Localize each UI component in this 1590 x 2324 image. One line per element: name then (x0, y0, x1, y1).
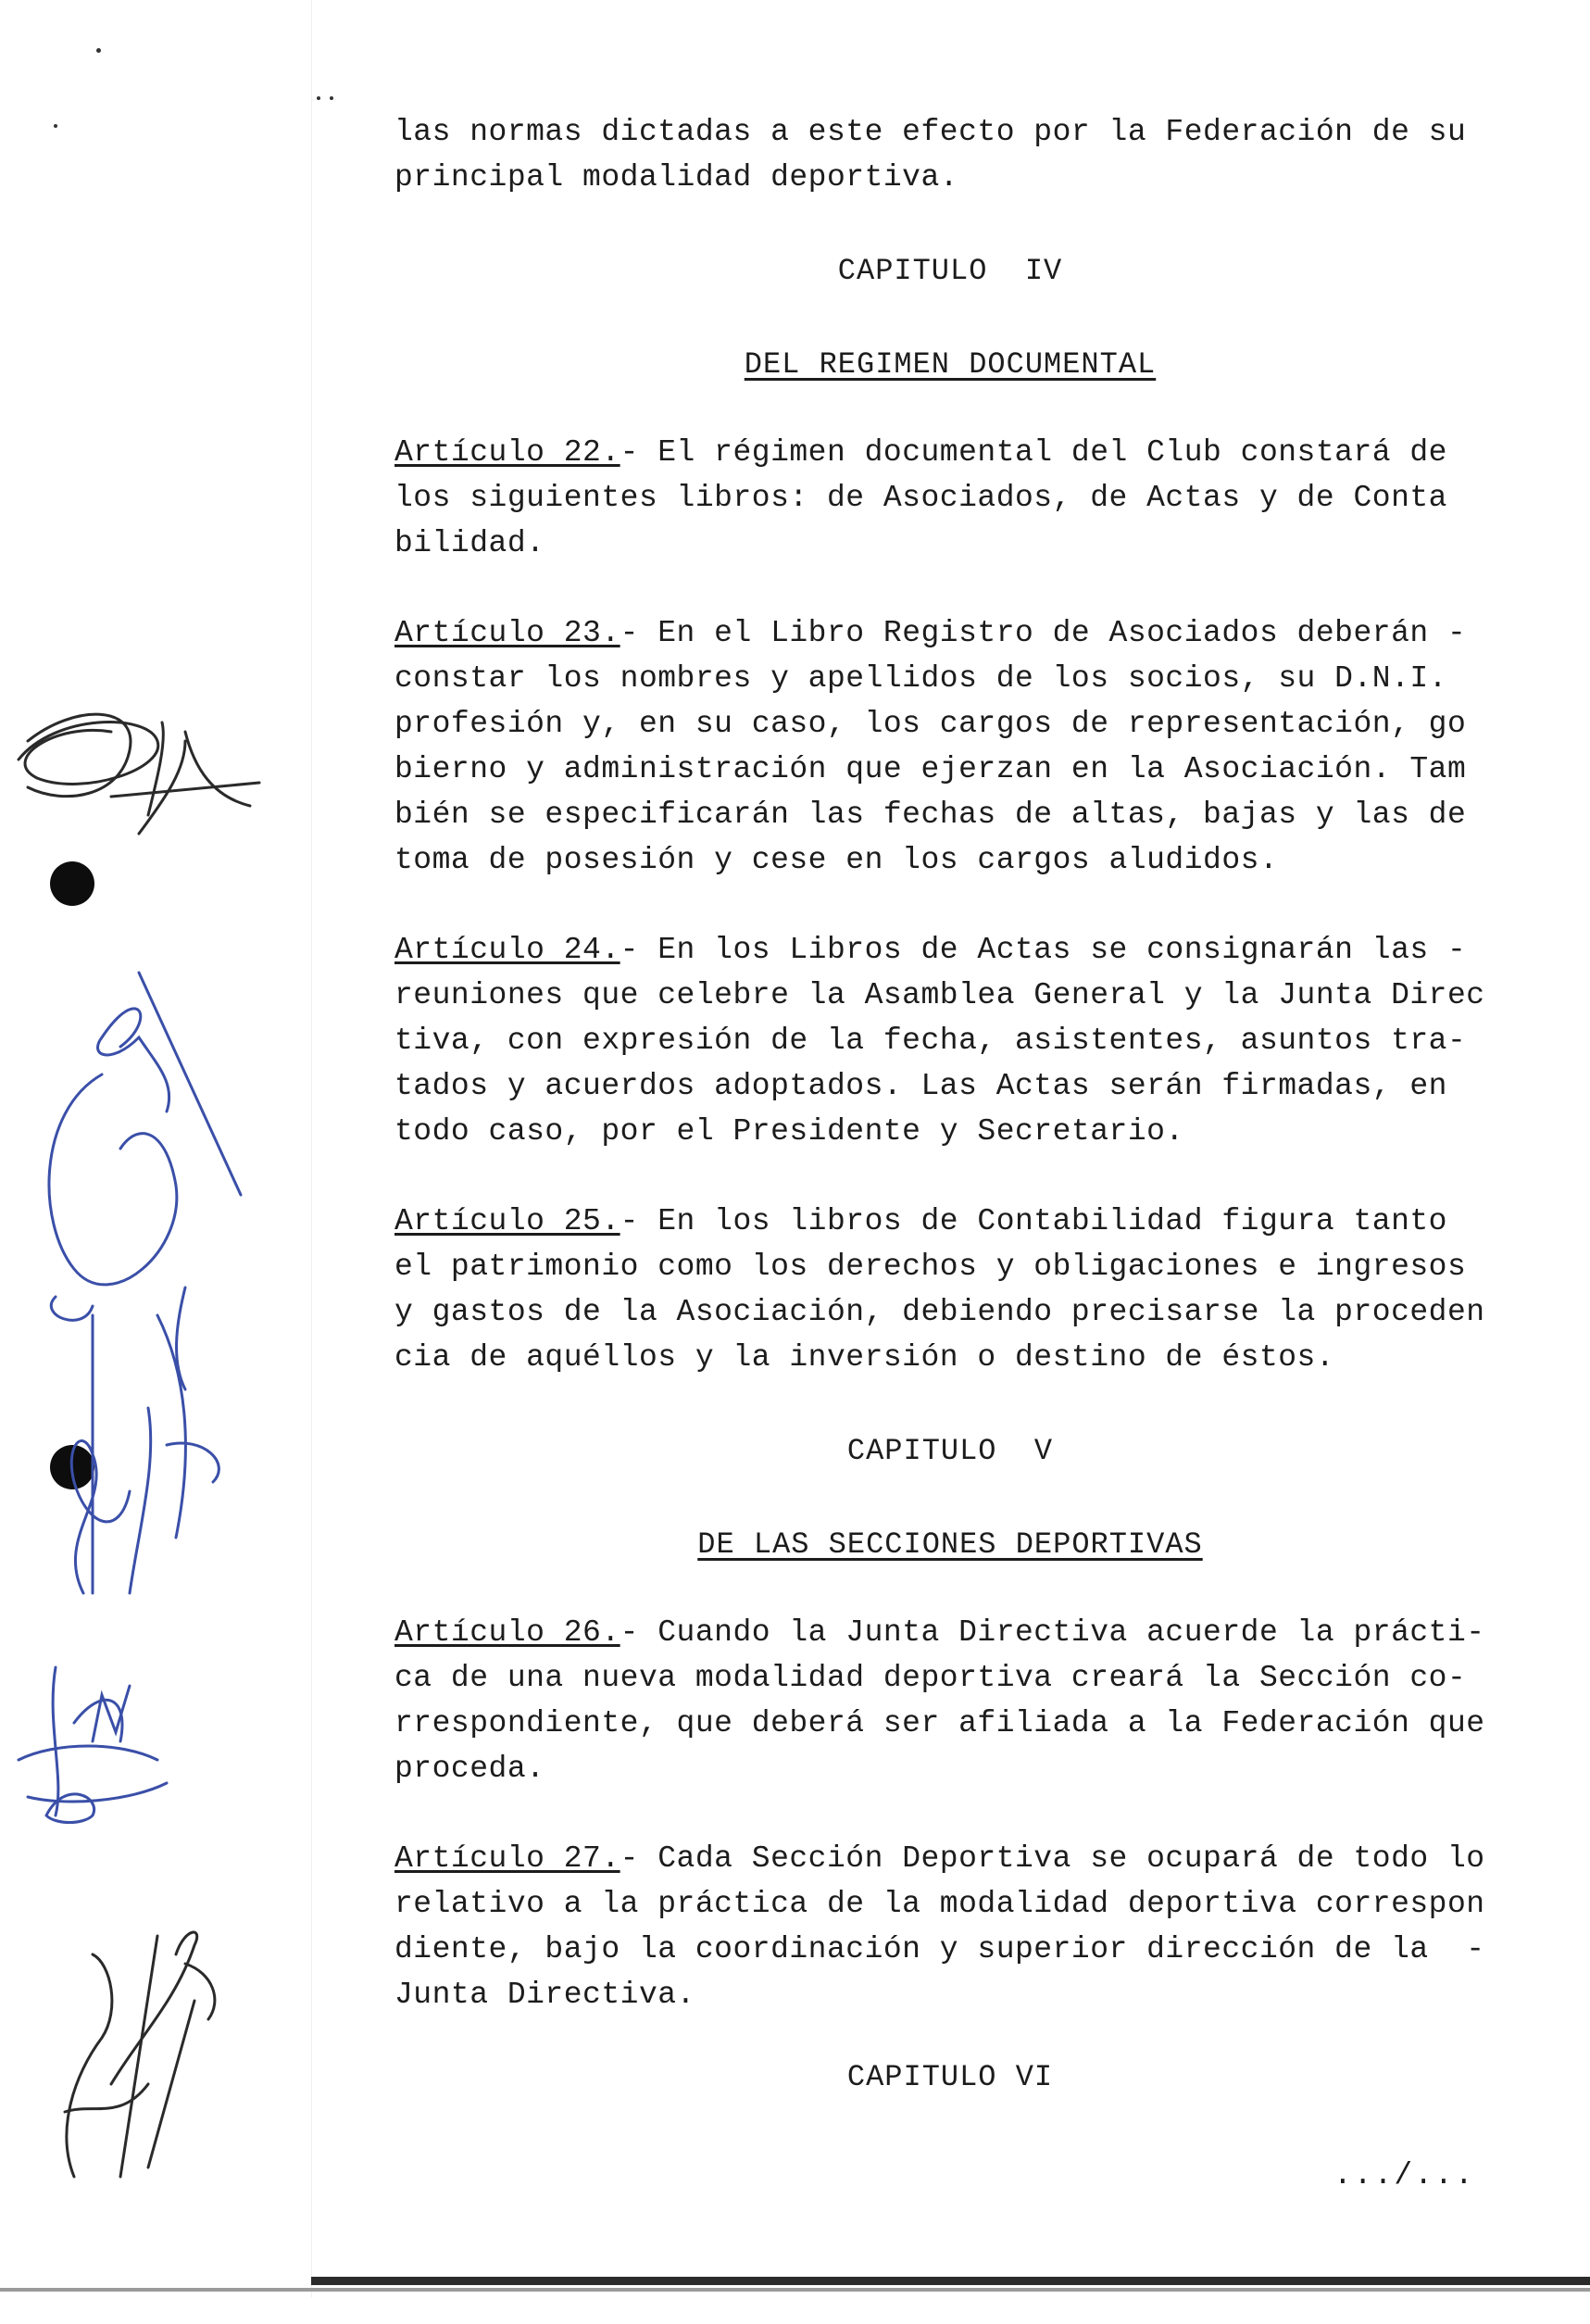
chapter-heading: CAPITULO VI (846, 2060, 1054, 2094)
article-label: Artículo 25. (394, 1204, 620, 1238)
article-text: los siguientes libros: de Asociados, de Actas y de Conta (394, 481, 1447, 515)
article-text: el patrimonio como los derechos y obligaciones e ingresos (394, 1250, 1467, 1284)
signature-4 (19, 1667, 167, 1823)
article-text: - Cada Sección Deportiva se ocupará de todo lo (620, 1841, 1485, 1876)
scan-bottom-edge (311, 2277, 1590, 2285)
article-text: reuniones que celebre la Asamblea General y la Junta Direc (394, 978, 1485, 1012)
article-text: todo caso, por el Presidente y Secretario. (394, 1114, 1184, 1149)
signature-5 (65, 1932, 215, 2177)
article-text: profesión y, en su caso, los cargos de representación, go (394, 707, 1467, 741)
article-text: bierno y administración que ejerzan en la Asociación. Tam (394, 752, 1467, 786)
article-text: - En el Libro Registro de Asociados deberán - (620, 616, 1467, 650)
signature-2 (49, 973, 241, 1320)
article-text: rrespondiente, que deberá ser afiliada a la Federación que (394, 1706, 1485, 1740)
article-25 (394, 1199, 1506, 1380)
intro-paragraph (394, 109, 1506, 200)
article-26 (394, 1610, 1506, 1791)
article-text: toma de posesión y cese en los cargos aludidos. (394, 843, 1279, 877)
continuation-mark: .../... (1333, 2158, 1475, 2192)
article-label: Artículo 23. (394, 616, 620, 650)
chapter-title: DE LAS SECCIONES DEPORTIVAS (697, 1527, 1203, 1562)
article-text: y gastos de la Asociación, debiendo precisarse la proceden (394, 1295, 1485, 1329)
scan-speck (317, 96, 320, 100)
article-22 (394, 430, 1506, 566)
article-label: Artículo 27. (394, 1841, 620, 1876)
article-24 (394, 927, 1506, 1154)
intro-line: principal modalidad deportiva. (394, 160, 959, 195)
signature-3 (71, 1288, 219, 1593)
article-text: proceda. (394, 1752, 545, 1786)
article-text: - El régimen documental del Club constará de (620, 435, 1447, 470)
chapter-title: DEL REGIMEN DOCUMENTAL (744, 347, 1157, 382)
article-text: relativo a la práctica de la modalidad deportiva correspon (394, 1887, 1485, 1921)
article-27 (394, 1836, 1506, 2017)
article-text: constar los nombres y apellidos de los socios, su D.N.I. (394, 661, 1447, 696)
article-text: bién se especificarán las fechas de altas, bajas y las de (394, 798, 1467, 832)
chapter-heading: CAPITULO V (846, 1434, 1054, 1468)
margin-signatures (0, 0, 315, 2269)
article-label: Artículo 22. (394, 435, 620, 470)
article-text: tiva, con expresión de la fecha, asistentes, asuntos tra- (394, 1024, 1467, 1058)
article-23 (394, 610, 1506, 883)
scan-speck (330, 96, 333, 100)
article-label: Artículo 24. (394, 933, 620, 967)
article-text: Junta Directiva. (394, 1978, 695, 2012)
article-text: - En los libros de Contabilidad figura tanto (620, 1204, 1447, 1238)
article-text: ca de una nueva modalidad deportiva creará la Sección co- (394, 1661, 1467, 1695)
document-body (394, 109, 1506, 2100)
article-text: diente, bajo la coordinación y superior dirección de la - (394, 1932, 1485, 1966)
intro-line: las normas dictadas a este efecto por la Federación de su (394, 115, 1467, 149)
chapter-heading: CAPITULO IV (837, 254, 1063, 288)
article-text: - En los Libros de Actas se consignarán las - (620, 933, 1467, 967)
scan-bottom-shadow (0, 2288, 1590, 2292)
article-text: tados y acuerdos adoptados. Las Actas serán firmadas, en (394, 1069, 1447, 1103)
article-text: - Cuando la Junta Directiva acuerde la prácti- (620, 1615, 1485, 1650)
article-text: bilidad. (394, 526, 545, 560)
article-text: cia de aquéllos y la inversión o destino de éstos. (394, 1340, 1335, 1375)
article-label: Artículo 26. (394, 1615, 620, 1650)
signature-1 (19, 714, 259, 834)
